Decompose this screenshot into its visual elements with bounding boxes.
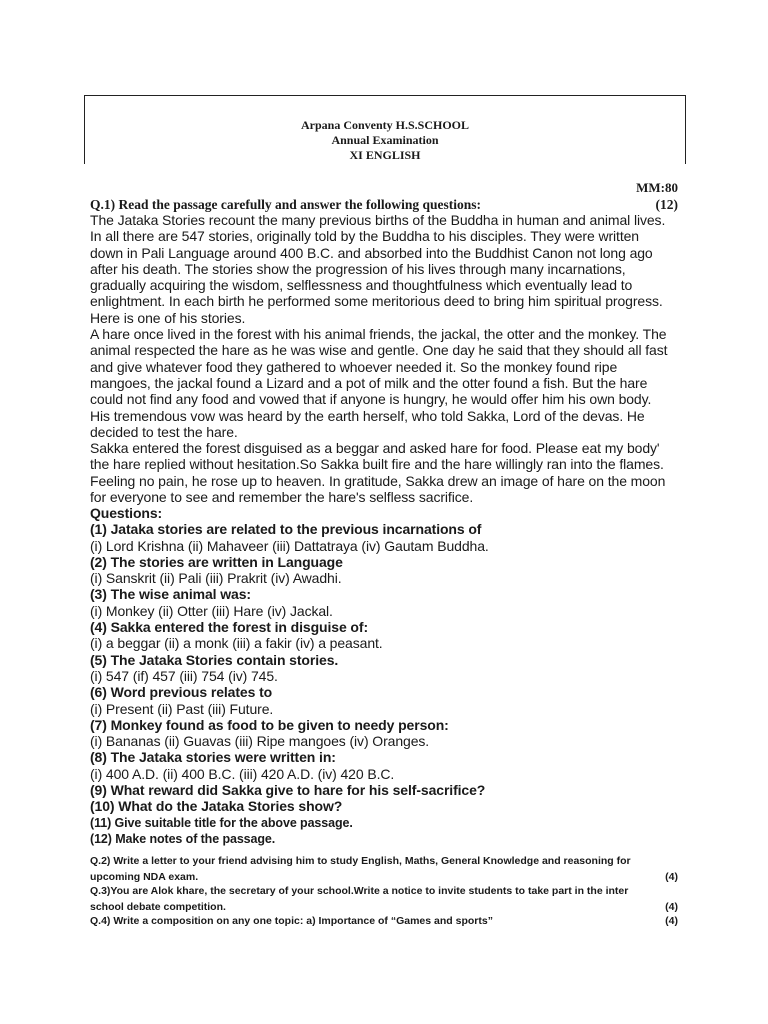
question-stem: (6) Word previous relates to (90, 684, 273, 701)
question-options: (i) Monkey (ii) Otter (iii) Hare (iv) Jackal. (90, 602, 333, 619)
question-2-line1: Q.2) Write a letter to your friend advising him to study English, Maths, General Knowledge and reasoning for (90, 855, 631, 867)
passage-line: after his death. The stories show the progression of his lives through many incarnations, (90, 260, 626, 277)
question-stem: (4) Sakka entered the forest in disguise of: (90, 619, 368, 636)
subject-name: XI ENGLISH (349, 148, 421, 162)
question-options: (i) 547 (if) 457 (iii) 754 (iv) 745. (90, 667, 278, 684)
question-3 (90, 883, 678, 915)
passage-line: Sakka entered the forest disguised as a beggar and asked hare for food. Please eat my body' (90, 440, 660, 457)
question-options: (i) Present (ii) Past (iii) Future. (90, 700, 274, 717)
passage-line: enlightment. In each birth he performed some meritorious deed to bring him spiritual progress. (90, 293, 663, 310)
max-marks: MM:80 (636, 180, 678, 195)
question-3-line2: school debate competition. (90, 901, 226, 913)
school-name: Arpana Conventy H.S.SCHOOL (300, 118, 470, 132)
question-3-marks: (4) (665, 901, 678, 913)
passage-line: and give whatever food they gathered to whoever needed it. So the monkey found ripe (90, 358, 618, 375)
passage-line: the hare replied without hesitation.So Sakka built fire and the hare willingly ran into the flames. (90, 456, 664, 473)
passage-line: Feeling no pain, he rose up to heaven. In gratitude, Sakka drew an image of hare on the moon (90, 472, 666, 489)
passage-line: could not find any food and vowed that if anyone is hungry, he would offer him his own body. (90, 391, 652, 408)
questions-section (90, 505, 680, 847)
question-stem: (8) The Jataka stories were written in: (90, 749, 336, 766)
passage-line: animal respected the hare as he was wise and gentle. One day he said that they should all fast (90, 342, 668, 359)
question-12: (12) Make notes of the passage. (90, 831, 276, 846)
question-2-line2: upcoming NDA exam. (90, 871, 199, 883)
passage-line: His tremendous vow was heard by the earth herself, who told Sakka, Lord of the devas. He (90, 407, 645, 424)
question-9: (9) What reward did Sakka give to hare for his self-sacrifice? (90, 782, 486, 799)
question-2 (90, 853, 678, 885)
question-stem: (5) The Jataka Stories contain stories. (90, 651, 339, 668)
question-1-title: Q.1) Read the passage carefully and answer the following questions: (90, 197, 482, 212)
passage-line: A hare once lived in the forest with his animal friends, the jackal, the otter and the monkey. The (90, 326, 667, 343)
question-stem: (1) Jataka stories are related to the previous incarnations of (90, 521, 482, 538)
passage-line: decided to test the hare. (90, 423, 238, 440)
passage-line: gradually acquiring the wisdom, selflessness and thoughtfulness which eventually lead to (90, 277, 633, 294)
question-3-line1: Q.3)You are Alok khare, the secretary of your school.Write a notice to invite students to take part in the inter (90, 885, 629, 897)
passage (90, 212, 680, 505)
question-4 (90, 913, 678, 929)
passage-line: down in Pali Language around 400 B.C. and absorbed into the Buddhist Canon not long ago (90, 244, 653, 261)
questions-heading: Questions: (90, 505, 163, 521)
question-options: (i) 400 A.D. (ii) 400 B.C. (iii) 420 A.D. (iv) 420 B.C. (90, 765, 395, 782)
passage-line: Here is one of his stories. (90, 309, 246, 326)
question-10: (10) What do the Jataka Stories show? (90, 798, 343, 815)
question-options: (i) Lord Krishna (ii) Mahaveer (iii) Dattatraya (iv) Gautam Buddha. (90, 537, 489, 554)
question-stem: (7) Monkey found as food to be given to needy person: (90, 716, 449, 733)
question-options: (i) a beggar (ii) a monk (iii) a fakir (iv) a peasant. (90, 635, 383, 652)
question-stem: (3) The wise animal was: (90, 586, 251, 603)
passage-line: mangoes, the jackal found a Lizard and a pot of milk and the otter found a fish. But the hare (90, 374, 648, 391)
question-2-marks: (4) (665, 871, 678, 883)
question-stem: (2) The stories are written in Language (90, 553, 343, 570)
passage-line: for everyone to see and remember the hare's selfless sacrifice. (90, 489, 474, 506)
passage-line: In all there are 547 stories, originally told by the Buddha to his disciples. They were written (90, 228, 639, 245)
question-options: (i) Sanskrit (ii) Pali (iii) Prakrit (iv) Awadhi. (90, 570, 342, 587)
question-options: (i) Bananas (ii) Guavas (iii) Ripe mangoes (iv) Oranges. (90, 733, 430, 750)
question-1-heading (90, 197, 678, 213)
question-1-marks: (12) (655, 197, 678, 212)
question-4-line1: Q.4) Write a composition on any one topic: a) Importance of “Games and sports” (90, 915, 493, 927)
question-11: (11) Give suitable title for the above passage. (90, 815, 353, 830)
question-4-marks: (4) (665, 915, 678, 927)
exam-header-box (84, 95, 686, 161)
passage-line: The Jataka Stories recount the many previous births of the Buddha in human and animal lives. (90, 212, 666, 228)
exam-name: Annual Examination (331, 133, 439, 147)
